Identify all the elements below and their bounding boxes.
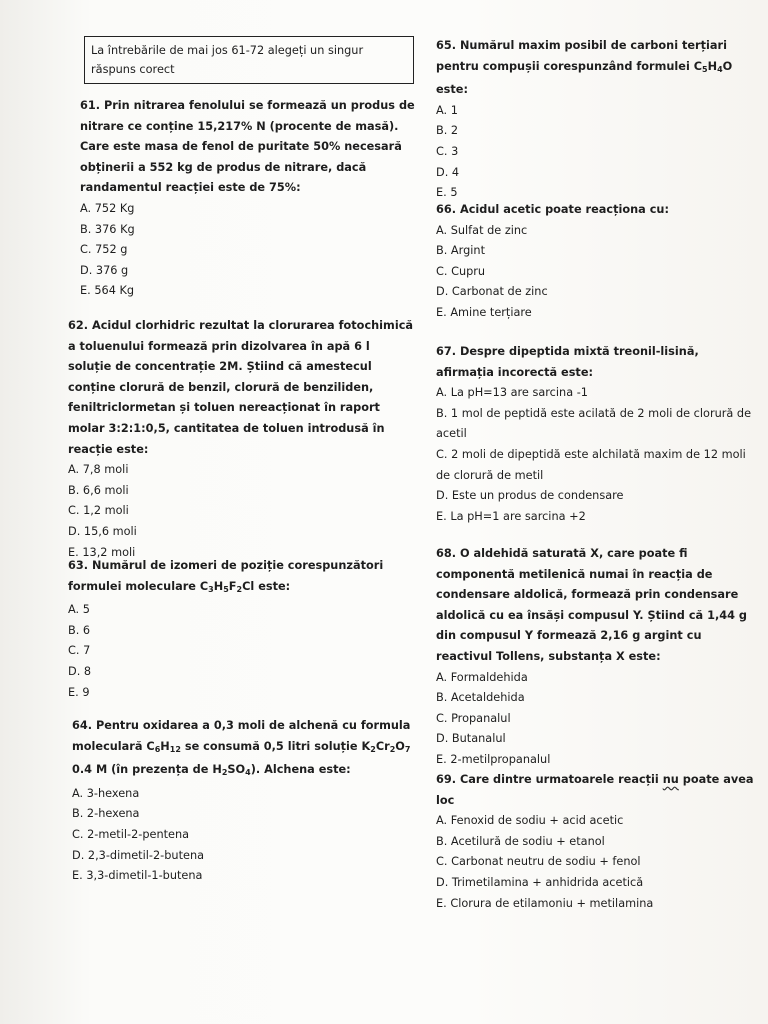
option-c[interactable]: C. 3 xyxy=(436,144,459,158)
option-a[interactable]: A. 3-hexena xyxy=(72,786,140,800)
option-b[interactable]: B. 2-hexena xyxy=(72,807,140,821)
option-e[interactable]: E. 5 xyxy=(436,186,458,200)
question-stem xyxy=(68,316,416,460)
option-d[interactable]: D. 8 xyxy=(68,664,92,678)
question-stem xyxy=(72,716,416,784)
subscript: 7 xyxy=(404,744,411,754)
option-e[interactable]: E. 564 Kg xyxy=(80,284,135,298)
question-text: Pentru oxidarea a 0,3 moli de alchenă cu formula moleculară C xyxy=(72,719,411,753)
option-e[interactable]: E. 9 xyxy=(68,685,90,699)
option-b[interactable]: B. 6 xyxy=(68,623,91,637)
option-e[interactable]: E. 3,3-dimetil-1-butena xyxy=(72,869,203,883)
question-text: Acidul acetic poate reacționa cu: xyxy=(459,203,669,216)
option-e[interactable]: E. 13,2 moli xyxy=(68,545,136,559)
question-64 xyxy=(72,716,416,887)
question-stem xyxy=(68,556,416,600)
option-e[interactable]: E. Amine terțiare xyxy=(436,305,532,319)
question-number: 67. xyxy=(436,345,457,358)
question-text: Despre dipeptida mixtă treonil-lisină, afirmația incorectă este: xyxy=(436,345,699,379)
option-c[interactable]: C. 2-metil-2-pentena xyxy=(72,827,190,841)
question-number: 65. xyxy=(436,39,457,52)
question-text: Acidul clorhidric rezultat la clorurarea fotochimică a toluenului formează prin dizolvarea în apă 6 l soluție de concentrație 2M. Știind că amestecul conține clorură de benzil, clorură de benziliden, feniltriclormetan și toluen nereacționat în raport molar 3:2:1:0,5, cantitatea de toluen introdusă în reacție este: xyxy=(68,319,414,456)
question-text: ). Alchena este: xyxy=(250,763,351,777)
option-a[interactable]: A. 752 Kg xyxy=(80,201,135,215)
option-c[interactable]: C. Propanalul xyxy=(436,711,511,725)
subscript: 2 xyxy=(389,744,396,754)
instructions-text: La întrebările de mai jos 61-72 alegeți un singur răspuns corect xyxy=(91,44,364,76)
option-e[interactable]: E. La pH=1 are sarcina +2 xyxy=(436,509,586,523)
question-number: 64. xyxy=(72,719,93,732)
question-text: 0.4 M (în prezența de H xyxy=(72,763,222,777)
underlined-word: nu xyxy=(662,773,679,786)
subscript: 5 xyxy=(223,584,229,594)
question-text: O aldehidă saturată X, care poate fi componentă metilenică numai în reacția de condensare aldolică, formează prin condensare aldolică cu ea însăși compusul Y. Știind că 1,44 g din compusul Y formează 2,16 g argint cu reactivul Tollens, substanța X este: xyxy=(436,547,747,663)
question-66 xyxy=(436,200,756,324)
question-62 xyxy=(68,316,416,563)
question-text: F xyxy=(228,579,237,593)
question-text: H xyxy=(213,579,224,593)
question-stem xyxy=(80,96,416,199)
option-e[interactable]: E. Clorura de etilamoniu + metilamina xyxy=(436,896,654,910)
question-65 xyxy=(436,36,752,204)
question-text: poate avea loc xyxy=(436,773,754,807)
question-number: 69. xyxy=(436,773,457,786)
option-c[interactable]: C. 2 moli de dipeptidă este alchilată maxim de 12 moli de clorură de metil xyxy=(436,447,746,482)
question-number: 61. xyxy=(80,99,101,112)
subscript: 12 xyxy=(169,744,181,754)
option-d[interactable]: D. Butanalul xyxy=(436,732,506,746)
question-number: 68. xyxy=(436,547,457,560)
instructions-box xyxy=(84,36,414,84)
option-b[interactable]: B. Acetilură de sodiu + etanol xyxy=(436,834,605,848)
question-text: H xyxy=(160,739,170,753)
option-b[interactable]: B. Argint xyxy=(436,244,486,258)
option-a[interactable]: A. 5 xyxy=(68,603,90,617)
question-text: Care dintre urmatoarele reacții xyxy=(459,773,663,786)
question-69 xyxy=(436,770,758,914)
option-a[interactable]: A. 7,8 moli xyxy=(68,463,129,477)
question-67 xyxy=(436,342,758,527)
option-e[interactable]: E. 2-metilpropanalul xyxy=(436,752,551,766)
option-a[interactable]: A. Sulfat de zinc xyxy=(436,223,528,237)
option-c[interactable]: C. Cupru xyxy=(436,264,486,278)
subscript: 6 xyxy=(154,744,161,754)
question-text: SO xyxy=(227,763,246,777)
option-c[interactable]: C. 1,2 moli xyxy=(68,504,129,518)
question-68 xyxy=(436,544,758,771)
question-stem xyxy=(436,200,756,221)
option-b[interactable]: B. 376 Kg xyxy=(80,222,135,236)
question-number: 63. xyxy=(68,559,89,572)
option-b[interactable]: B. 2 xyxy=(436,124,459,138)
question-text: O este: xyxy=(436,59,733,97)
question-text: Numărul maxim posibil de carboni terțiari pentru compușii corespunzând formulei C xyxy=(436,39,727,73)
question-number: 62. xyxy=(68,319,89,332)
question-stem xyxy=(436,36,752,101)
subscript: 2 xyxy=(221,768,228,778)
option-b[interactable]: B. Acetaldehida xyxy=(436,691,525,705)
option-c[interactable]: C. 752 g xyxy=(80,243,128,257)
question-text: Numărul de izomeri de poziție corespunzători formulei moleculare C xyxy=(68,559,384,593)
question-stem xyxy=(436,544,758,668)
question-text: Cr xyxy=(375,739,390,753)
subscript: 4 xyxy=(717,64,723,74)
option-a[interactable]: A. Fenoxid de sodiu + acid acetic xyxy=(436,814,624,828)
subscript: 2 xyxy=(370,744,376,754)
subscript: 4 xyxy=(245,768,251,778)
option-d[interactable]: D. Trimetilamina + anhidrida acetică xyxy=(436,875,644,889)
option-d[interactable]: D. Carbonat de zinc xyxy=(436,285,548,299)
subscript: 2 xyxy=(236,584,243,594)
question-text: Cl este: xyxy=(242,579,291,593)
question-text: O xyxy=(395,739,405,753)
question-61 xyxy=(80,96,416,302)
question-stem xyxy=(436,342,758,383)
option-d[interactable]: D. 4 xyxy=(436,165,460,179)
question-63 xyxy=(68,556,416,703)
option-c[interactable]: C. 7 xyxy=(68,644,91,658)
option-a[interactable]: A. La pH=13 are sarcina -1 xyxy=(436,386,588,400)
option-a[interactable]: A. Formaldehida xyxy=(436,670,528,684)
subscript: 5 xyxy=(702,64,708,74)
option-b[interactable]: B. 6,6 moli xyxy=(68,483,129,497)
subscript: 3 xyxy=(208,584,214,594)
option-d[interactable]: D. Este un produs de condensare xyxy=(436,489,624,503)
option-c[interactable]: C. Carbonat neutru de sodiu + fenol xyxy=(436,855,641,869)
question-number: 66. xyxy=(436,203,457,216)
option-d[interactable]: D. 376 g xyxy=(80,263,129,277)
question-text: H xyxy=(707,59,718,73)
option-a[interactable]: A. 1 xyxy=(436,103,458,117)
question-text: se consumă 0,5 litri soluție K xyxy=(180,739,371,753)
option-b[interactable]: B. 1 mol de peptidă este acilată de 2 moli de clorură de acetil xyxy=(436,406,752,441)
option-d[interactable]: D. 15,6 moli xyxy=(68,524,137,538)
question-stem xyxy=(436,770,758,811)
option-d[interactable]: D. 2,3-dimetil-2-butena xyxy=(72,848,205,862)
question-text: Prin nitrarea fenolului se formează un produs de nitrare ce conține 15,217% N (procente de masă). Care este masa de fenol de puritate 50% necesară obținerii a 552 kg de produs de nitrare, dacă randamentul reacției este de 75%: xyxy=(80,99,415,195)
